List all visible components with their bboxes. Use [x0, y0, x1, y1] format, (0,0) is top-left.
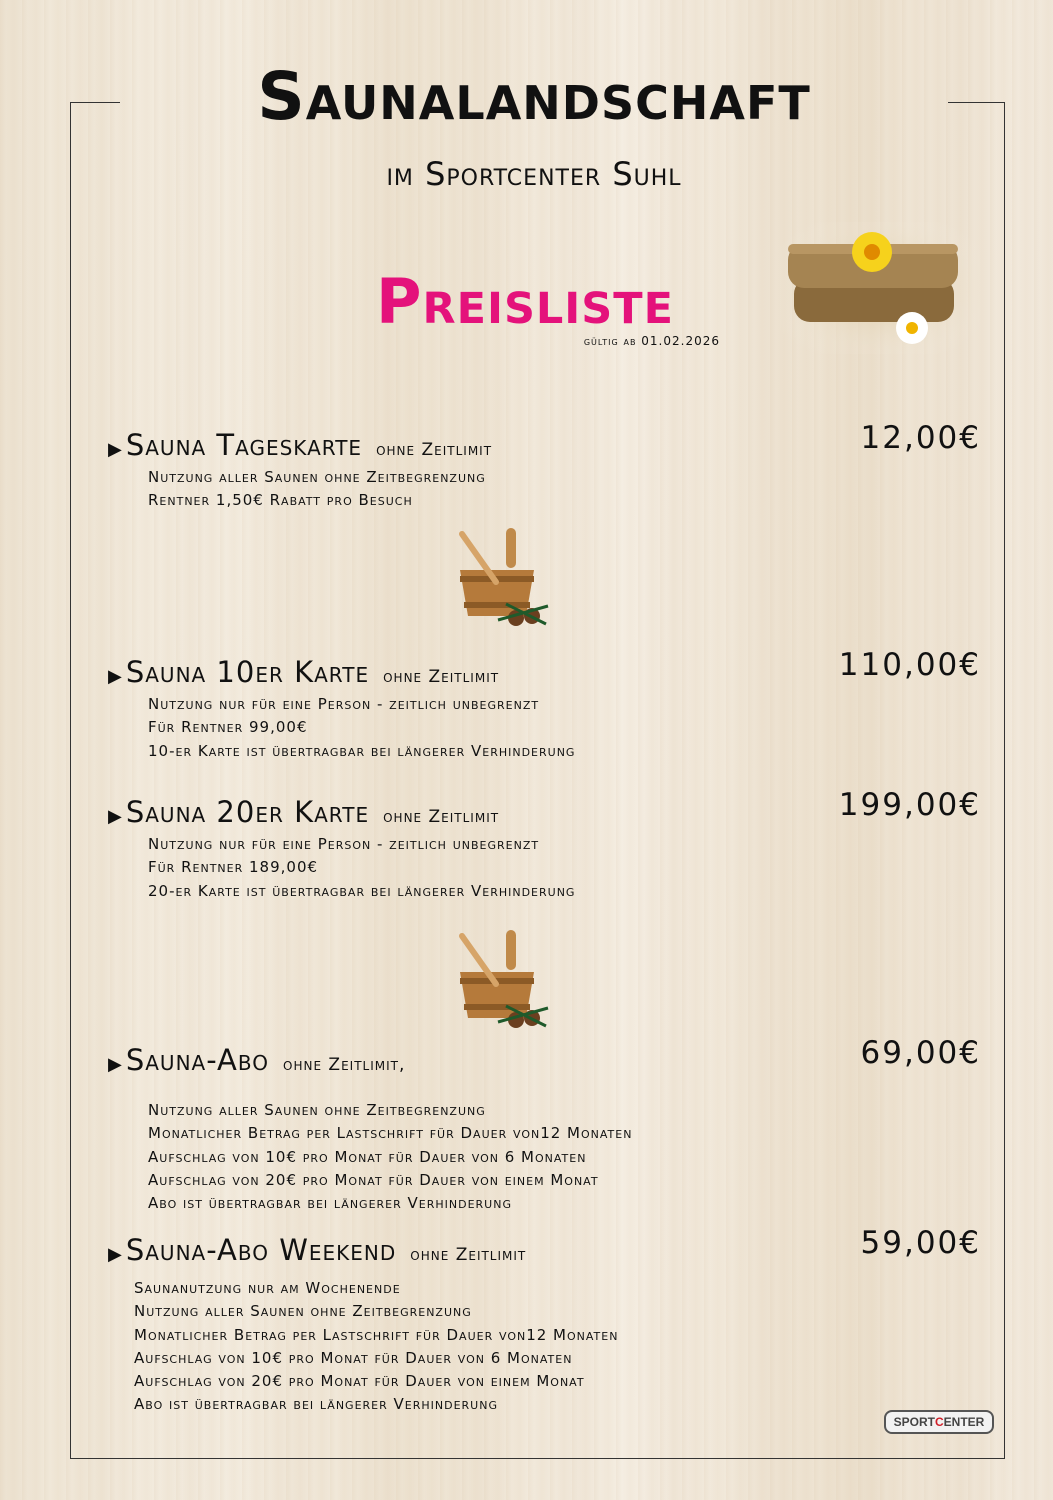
item-line: Monatlicher Betrag per Lastschrift für Dauer von12 Monaten	[134, 1325, 619, 1344]
bullet-arrow-icon: ▶	[108, 439, 122, 460]
valid-from: gültig ab 01.02.2026	[583, 334, 720, 348]
item-line: Aufschlag von 20€ pro Monat für Dauer von einem Monat	[134, 1372, 585, 1391]
frame-line	[70, 102, 120, 103]
item-line: Abo ist übertragbar bei längerer Verhinderung	[148, 1194, 512, 1213]
bullet-arrow-icon: ▶	[108, 1244, 122, 1265]
item-line: Aufschlag von 10€ pro Monat für Dauer von 6 Monaten	[134, 1348, 573, 1367]
item-line: Für Rentner 189,00€	[148, 858, 319, 877]
item-line: Monatlicher Betrag per Lastschrift für Dauer von12 Monaten	[148, 1124, 633, 1143]
item-line: Aufschlag von 20€ pro Monat für Dauer von einem Monat	[148, 1170, 599, 1189]
bullet-arrow-icon: ▶	[108, 806, 122, 827]
item-name: Sauna-Abo	[125, 1043, 269, 1077]
item-price: 12,00€	[860, 420, 981, 456]
item-line: Saunanutzung nur am Wochenende	[134, 1279, 401, 1297]
page-title: Saunalandschaft	[257, 58, 811, 135]
price-item-20er-card	[108, 787, 981, 903]
item-limit: ohne Zeitlimit,	[283, 1055, 406, 1075]
logo-text: SPORT	[893, 1415, 935, 1429]
item-line: Nutzung nur für eine Person - zeitlich unbegrenzt	[148, 835, 540, 853]
item-line: Nutzung aller Saunen ohne Zeitbegrenzung	[148, 1101, 486, 1119]
item-limit: ohne Zeitlimit	[383, 667, 500, 687]
frame-line	[70, 102, 71, 1458]
pricelist-heading: Preisliste	[376, 265, 674, 338]
item-line: Nutzung aller Saunen ohne Zeitbegrenzung	[134, 1302, 472, 1321]
sauna-bucket-image	[450, 926, 554, 1032]
price-item-day-ticket	[108, 420, 981, 513]
price-item-10er-card	[108, 647, 981, 763]
item-name: Sauna Tageskarte	[125, 428, 363, 462]
item-name: Sauna 20er Karte	[125, 795, 370, 829]
frame-line	[948, 102, 1005, 103]
item-line: Nutzung nur für eine Person - zeitlich unbegrenzt	[148, 695, 540, 713]
bullet-arrow-icon: ▶	[108, 666, 122, 687]
item-limit: ohne Zeitlimit	[410, 1245, 527, 1265]
frame-line	[1004, 102, 1005, 1458]
page-subtitle: im Sportcenter Suhl	[386, 155, 682, 193]
frame-line	[70, 1458, 1005, 1459]
item-name: Sauna 10er Karte	[125, 655, 370, 689]
logo-text: ENTER	[943, 1415, 985, 1429]
price-item-abo	[108, 1035, 981, 1215]
item-price: 59,00€	[860, 1225, 981, 1261]
item-limit: ohne Zeitlimit	[376, 440, 493, 460]
item-line: Rentner 1,50€ Rabatt pro Besuch	[148, 491, 413, 510]
towel-flower-image	[780, 222, 980, 354]
item-price: 110,00€	[838, 647, 981, 683]
item-line: Abo ist übertragbar bei längerer Verhinderung	[134, 1395, 498, 1414]
price-item-abo-weekend	[108, 1225, 981, 1417]
item-price: 69,00€	[860, 1035, 981, 1071]
sauna-bucket-image	[450, 524, 554, 630]
item-line: Aufschlag von 10€ pro Monat für Dauer von 6 Monaten	[148, 1147, 587, 1166]
item-limit: ohne Zeitlimit	[383, 807, 500, 827]
item-line: 20-er Karte ist übertragbar bei längerer Verhinderung	[148, 881, 576, 900]
item-price: 199,00€	[838, 787, 981, 823]
logo-text: C	[935, 1415, 944, 1429]
item-line: 10-er Karte ist übertragbar bei längerer Verhinderung	[148, 741, 576, 760]
bullet-arrow-icon: ▶	[108, 1054, 122, 1075]
item-line: Für Rentner 99,00€	[148, 718, 308, 737]
item-name: Sauna-Abo Weekend	[125, 1233, 397, 1267]
item-line: Nutzung aller Saunen ohne Zeitbegrenzung	[148, 468, 486, 486]
sportcenter-logo	[884, 1410, 994, 1434]
